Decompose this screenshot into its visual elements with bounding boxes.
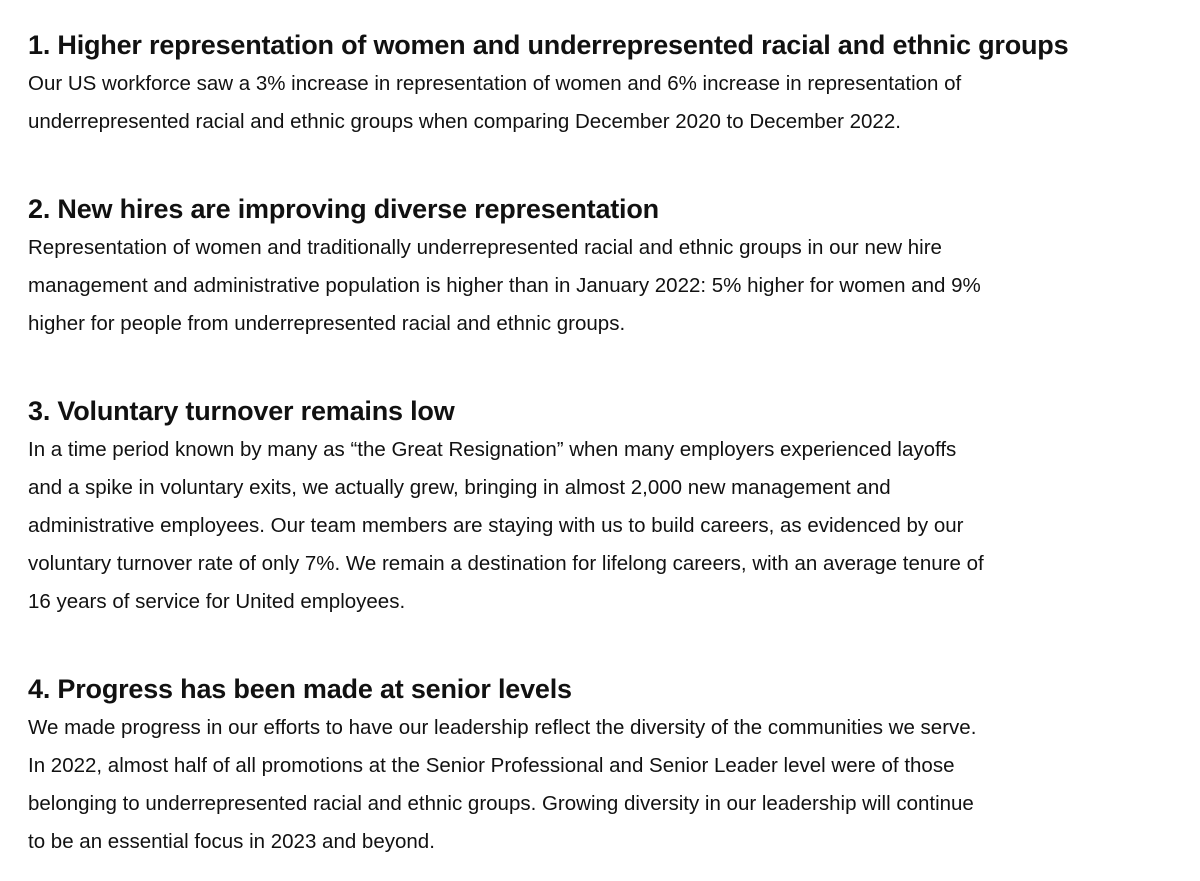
section-higher-representation xyxy=(28,28,1068,141)
section-heading: 2. New hires are improving diverse representation xyxy=(28,194,659,224)
paragraph-line: to be an essential focus in 2023 and beyond. xyxy=(28,830,435,853)
paragraph-line: administrative employees. Our team members are staying with us to build careers, as evidenced by our xyxy=(28,514,964,537)
paragraph-line: Our US workforce saw a 3% increase in representation of women and 6% increase in representation of xyxy=(28,72,962,95)
paragraph-line: underrepresented racial and ethnic groups when comparing December 2020 to December 2022. xyxy=(28,110,901,133)
paragraph-line: management and administrative population is higher than in January 2022: 5% higher for women and 9% xyxy=(28,274,981,297)
paragraph-line: We made progress in our efforts to have our leadership reflect the diversity of the communities we serve. xyxy=(28,716,977,739)
paragraph-line: In a time period known by many as “the Great Resignation” when many employers experienced layoffs xyxy=(28,438,957,461)
section-paragraph xyxy=(28,65,1068,141)
paragraph-line: Representation of women and traditionally underrepresented racial and ethnic groups in our new hire xyxy=(28,236,942,259)
section-voluntary-turnover xyxy=(28,394,984,621)
paragraph-line: In 2022, almost half of all promotions at the Senior Professional and Senior Leader level were of those xyxy=(28,754,955,777)
section-paragraph xyxy=(28,709,976,861)
section-paragraph xyxy=(28,431,984,621)
section-senior-levels xyxy=(28,672,976,861)
paragraph-line: belonging to underrepresented racial and ethnic groups. Growing diversity in our leadership will continue xyxy=(28,792,974,815)
paragraph-line: 16 years of service for United employees. xyxy=(28,590,406,613)
section-paragraph xyxy=(28,229,981,343)
section-heading: 4. Progress has been made at senior levels xyxy=(28,674,572,704)
paragraph-line: voluntary turnover rate of only 7%. We remain a destination for lifelong careers, with an average tenure of xyxy=(28,552,984,575)
section-new-hires xyxy=(28,192,981,343)
paragraph-line: and a spike in voluntary exits, we actually grew, bringing in almost 2,000 new management and xyxy=(28,476,891,499)
section-heading: 1. Higher representation of women and underrepresented racial and ethnic groups xyxy=(28,30,1069,60)
paragraph-line: higher for people from underrepresented racial and ethnic groups. xyxy=(28,312,626,335)
section-heading: 3. Voluntary turnover remains low xyxy=(28,396,455,426)
